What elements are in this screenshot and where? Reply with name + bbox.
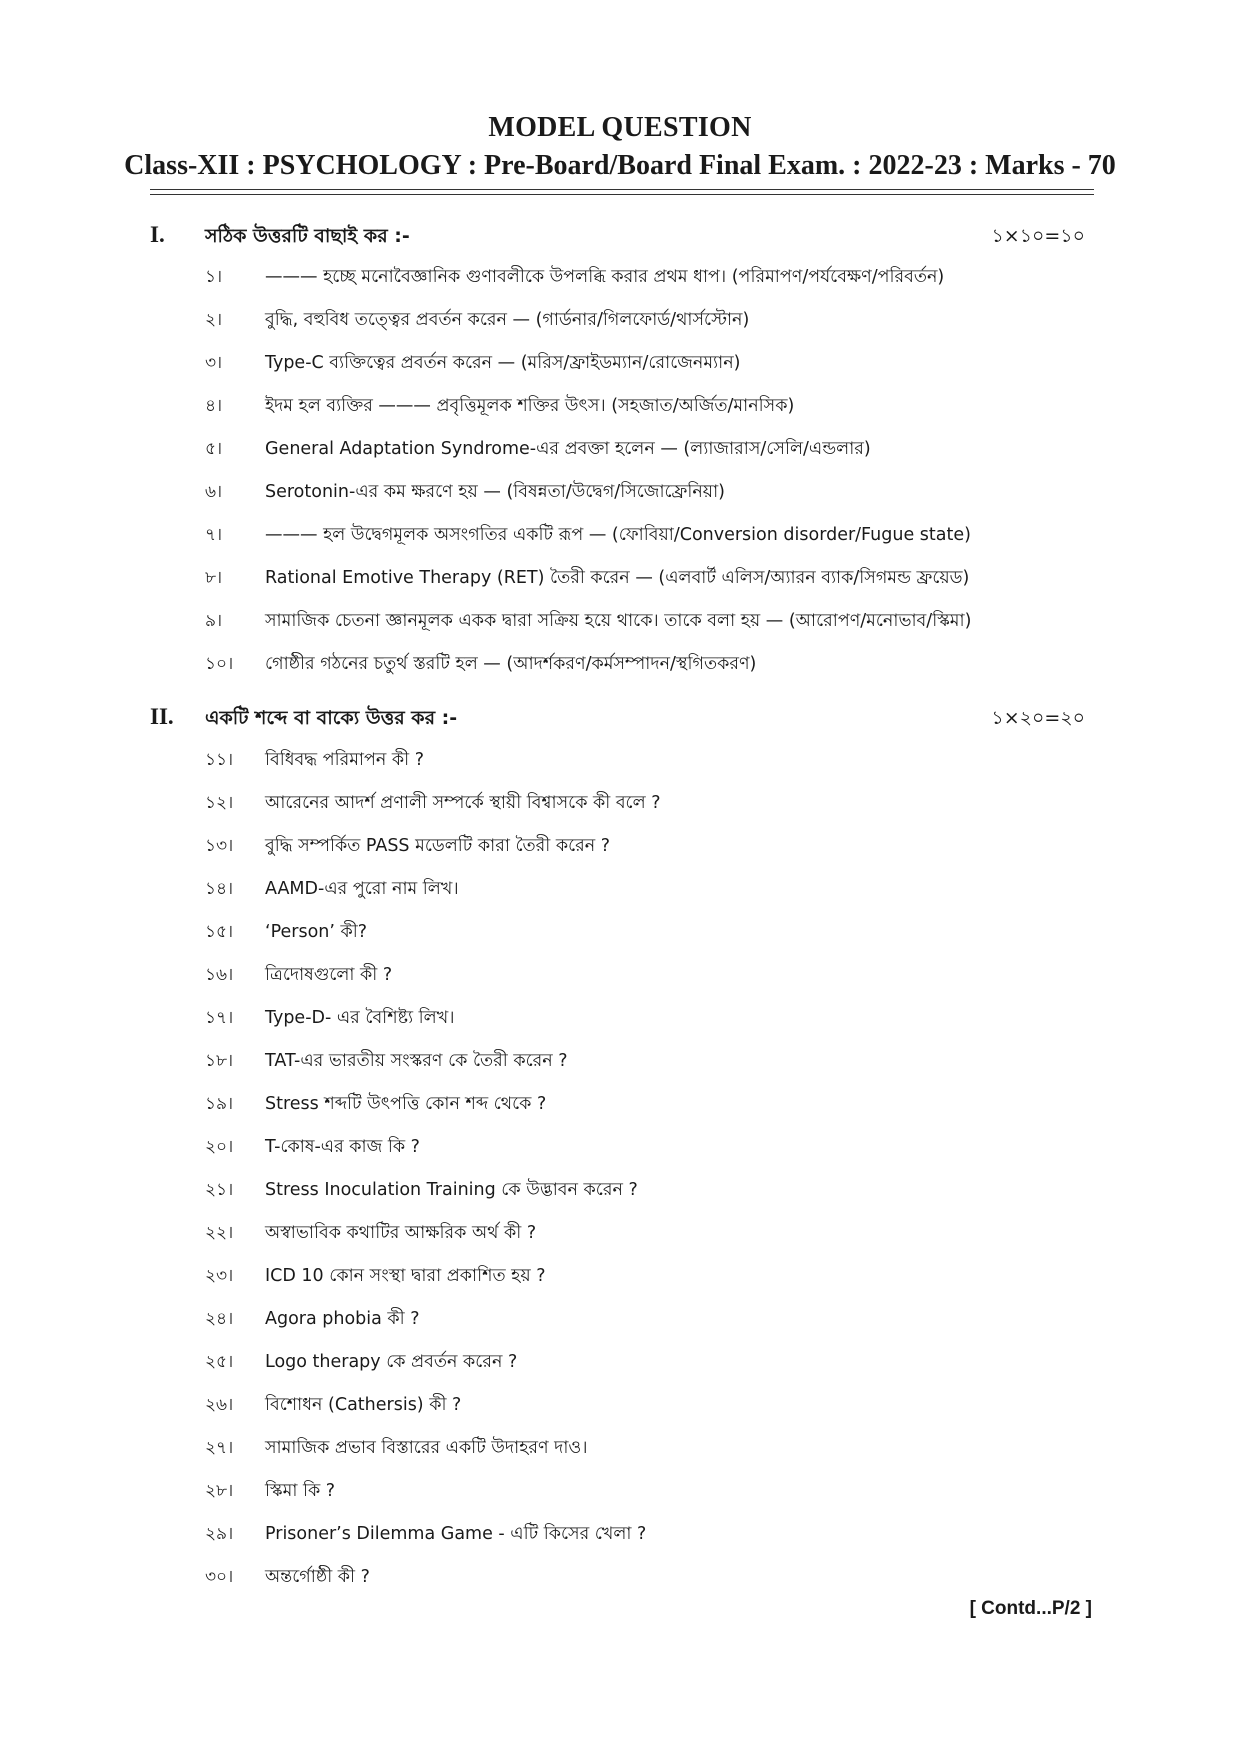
section-instruction: সঠিক উত্তরটি বাছাই কর :-	[205, 225, 410, 247]
question-number: ৯।	[205, 611, 223, 631]
question-item	[205, 1218, 1105, 1252]
question-item	[205, 606, 1105, 640]
question-number: ১।	[205, 267, 223, 287]
question-text: T-কোষ-এর কাজ কি ?	[265, 1137, 420, 1157]
question-item	[205, 1304, 1105, 1338]
question-item	[205, 391, 1105, 425]
question-text: ——— হচ্ছে মনোবৈজ্ঞানিক গুণাবলীকে উপলব্ধি করার প্রথম ধাপ। (পরিমাপণ/পর্যবেক্ষণ/পরিবর্তন)	[265, 267, 945, 287]
question-number: ১৭।	[205, 1008, 234, 1028]
section-marks: ১×১০=১০	[991, 225, 1085, 247]
continued-label: [ Contd...P/2 ]	[969, 1598, 1092, 1619]
question-item	[205, 917, 1105, 951]
section-numeral: II.	[150, 704, 174, 729]
question-item	[205, 1175, 1105, 1209]
question-text: TAT-এর ভারতীয় সংস্করণ কে তৈরী করেন ?	[265, 1051, 568, 1071]
question-text: বিধিবদ্ধ পরিমাপন কী ?	[265, 750, 424, 770]
question-number: ২৯।	[205, 1524, 234, 1544]
question-number: ৪।	[205, 396, 223, 416]
section-marks: ১×২০=২০	[991, 707, 1085, 729]
question-text: সামাজিক চেতনা জ্ঞানমূলক একক দ্বারা সক্রিয় হয়ে থাকে। তাকে বলা হয় — (আরোপণ/মনোভাব/স্কিমা)	[265, 611, 972, 631]
question-text: ইদম হল ব্যক্তির ——— প্রবৃত্তিমূলক শক্তির উৎস। (সহজাত/অর্জিত/মানসিক)	[265, 396, 795, 416]
question-text: সামাজিক প্রভাব বিস্তারের একটি উদাহরণ দাও।	[265, 1438, 588, 1458]
question-number: ১২।	[205, 793, 234, 813]
question-item	[205, 745, 1105, 779]
question-number: ৬।	[205, 482, 223, 502]
question-number: ২৭।	[205, 1438, 234, 1458]
question-item	[205, 262, 1105, 296]
question-number: ১৮।	[205, 1051, 234, 1071]
question-item	[205, 305, 1105, 339]
question-item	[205, 1519, 1105, 1553]
question-item	[205, 477, 1105, 511]
question-item	[205, 563, 1105, 597]
question-number: ২৮।	[205, 1481, 234, 1501]
question-item	[205, 960, 1105, 994]
section-instruction: একটি শব্দে বা বাক্যে উত্তর কর :-	[205, 707, 458, 729]
question-number: ৫।	[205, 439, 223, 459]
question-number: ২৬।	[205, 1395, 234, 1415]
question-number: ২২।	[205, 1223, 234, 1243]
question-text: Prisoner’s Dilemma Game - এটি কিসের খেলা ?	[265, 1524, 647, 1544]
header-divider	[150, 189, 1094, 190]
question-number: ২১।	[205, 1180, 234, 1200]
question-item	[205, 1046, 1105, 1080]
question-number: ২৩।	[205, 1266, 234, 1286]
question-number: ১৬।	[205, 965, 234, 985]
question-number: ২।	[205, 310, 223, 330]
question-text: বুদ্ধি সম্পর্কিত PASS মডেলটি কারা তৈরী করেন ?	[265, 836, 611, 856]
header-divider	[150, 194, 1094, 195]
question-number: ৩০।	[205, 1567, 234, 1587]
question-text: Stress শব্দটি উৎপত্তি কোন শব্দ থেকে ?	[265, 1094, 547, 1114]
question-number: ১৯।	[205, 1094, 234, 1114]
question-item	[205, 1562, 1105, 1596]
question-number: ৮।	[205, 568, 223, 588]
question-item	[205, 874, 1105, 908]
section-heading	[150, 704, 1085, 738]
question-text: AAMD-এর পুরো নাম লিখ।	[265, 879, 459, 899]
question-text: বুদ্ধি, বহুবিধ তত্ত্বের প্রবর্তন করেন — (গার্ডনার/গিলফোর্ড/থার্সস্টোন)	[265, 310, 750, 330]
question-item	[205, 1476, 1105, 1510]
question-text: আরেনের আদর্শ প্রণালী সম্পর্কে স্থায়ী বিশ্বাসকে কী বলে ?	[265, 793, 661, 813]
question-item	[205, 1003, 1105, 1037]
question-item	[205, 1390, 1105, 1424]
page-subtitle: Class-XII : PSYCHOLOGY : Pre-Board/Board Final Exam. : 2022-23 : Marks - 70	[124, 150, 1116, 181]
question-number: ১০।	[205, 654, 234, 674]
question-item	[205, 520, 1105, 554]
question-number: ২০।	[205, 1137, 234, 1157]
question-item	[205, 1089, 1105, 1123]
question-text: ত্রিদোষগুলো কী ?	[265, 965, 393, 985]
question-text: ICD 10 কোন সংস্থা দ্বারা প্রকাশিত হয় ?	[265, 1266, 546, 1286]
question-text: Stress Inoculation Training কে উদ্ভাবন করেন ?	[265, 1180, 638, 1200]
question-text: অস্বাভাবিক কথাটির আক্ষরিক অর্থ কী ?	[265, 1223, 537, 1243]
section-heading	[150, 222, 1085, 256]
question-item	[205, 1132, 1105, 1166]
question-text: Serotonin-এর কম ক্ষরণে হয় — (বিষন্নতা/উদ্বেগ/সিজোফ্রেনিয়া)	[265, 482, 726, 502]
question-text: বিশোধন (Cathersis) কী ?	[265, 1395, 462, 1415]
question-text: Rational Emotive Therapy (RET) তৈরী করেন — (এলবার্ট এলিস/অ্যারন ব্যাক/সিগমন্ড ফ্রয়েড)	[265, 568, 970, 588]
question-text: গোষ্ঠীর গঠনের চতুর্থ স্তরটি হল — (আদর্শকরণ/কর্মসম্পাদন/স্থগিতকরণ)	[265, 654, 757, 674]
section-numeral: I.	[150, 222, 165, 247]
question-item	[205, 434, 1105, 468]
question-text: Agora phobia কী ?	[265, 1309, 420, 1329]
question-item	[205, 788, 1105, 822]
question-text: স্কিমা কি ?	[265, 1481, 336, 1501]
question-number: ১৫।	[205, 922, 234, 942]
question-item	[205, 1433, 1105, 1467]
question-text: ‘Person’ কী?	[265, 922, 368, 942]
question-item	[205, 1261, 1105, 1295]
question-text: General Adaptation Syndrome-এর প্রবক্তা হলেন — (ল্যাজারাস/সেলি/এন্ডলার)	[265, 439, 871, 459]
question-text: অন্তর্গোষ্ঠী কী ?	[265, 1567, 370, 1587]
question-text: Logo therapy কে প্রবর্তন করেন ?	[265, 1352, 518, 1372]
page-title: MODEL QUESTION	[488, 112, 752, 143]
question-item	[205, 348, 1105, 382]
question-text: Type-D- এর বৈশিষ্ট্য লিখ।	[265, 1008, 455, 1028]
question-number: ১৪।	[205, 879, 234, 899]
question-item	[205, 649, 1105, 683]
question-text: Type-C ব্যক্তিত্বের প্রবর্তন করেন — (মরিস/ফ্রাইডম্যান/রোজেনম্যান)	[265, 353, 741, 373]
question-number: ২৪।	[205, 1309, 234, 1329]
question-number: ১৩।	[205, 836, 234, 856]
question-number: ১১।	[205, 750, 234, 770]
question-item	[205, 831, 1105, 865]
question-number: ৭।	[205, 525, 223, 545]
question-number: ২৫।	[205, 1352, 234, 1372]
question-number: ৩।	[205, 353, 223, 373]
question-text: ——— হল উদ্বেগমূলক অসংগতির একটি রূপ — (ফোবিয়া/Conversion disorder/Fugue state)	[265, 525, 971, 545]
question-item	[205, 1347, 1105, 1381]
